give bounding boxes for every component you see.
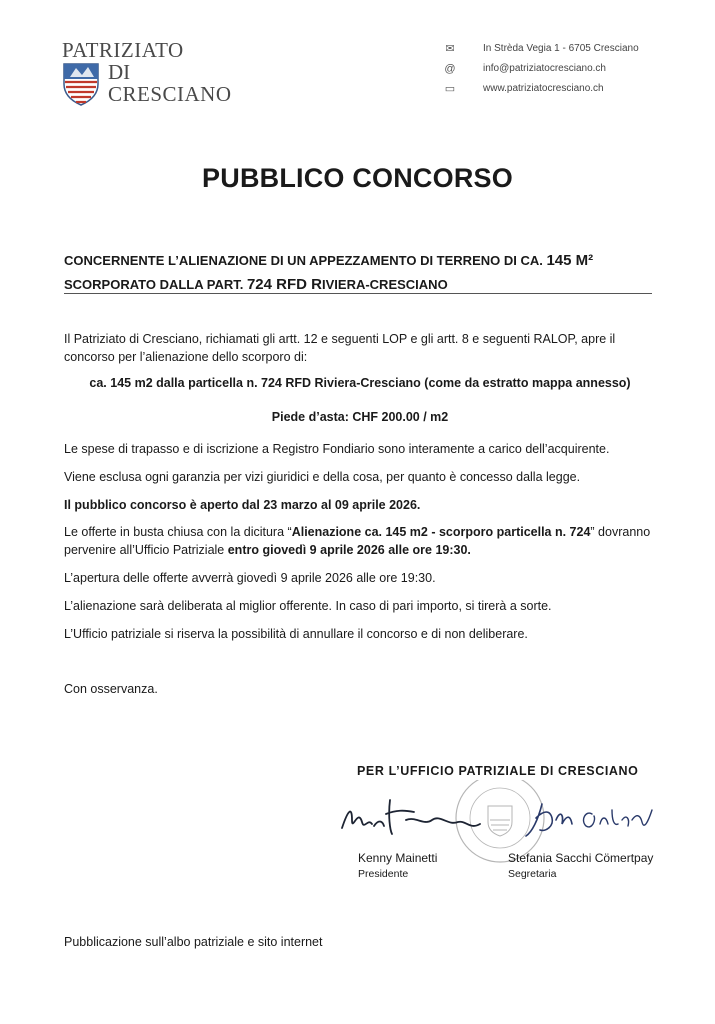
award-paragraph: L’alienazione sarà deliberata al miglior offerente. In caso di pari importo, si tirerà a sorte. (64, 599, 552, 613)
logo-text-line1: PATRIZIATO (62, 38, 184, 62)
signature-right-surname (584, 810, 652, 827)
publication-note: Pubblicazione sull’albo patriziale e sito internet (64, 935, 323, 949)
secretary-name: Stefania Sacchi Cömertpay (508, 851, 654, 865)
signature-left (342, 800, 480, 834)
subject-line2: SCORPORATO DALLA PART. 724 RFD RIVIERA-CRESCIANO (64, 276, 448, 293)
president-name: Kenny Mainetti (358, 851, 438, 865)
at-icon: @ (444, 63, 456, 75)
divider (64, 293, 652, 294)
envelope-icon: ✉ (445, 43, 455, 55)
warranty-paragraph: Viene esclusa ogni garanzia per vizi giuridici e della cosa, per quanto è concesso dalla legge. (64, 470, 581, 484)
logo-text-line2: DI (108, 60, 131, 84)
secretary-role: Segretaria (508, 868, 557, 880)
subject-line1: CONCERNENTE L’ALIENAZIONE DI UN APPEZZAMENTO DI TERRENO DI CA. 145 M² (64, 252, 594, 269)
intro-paragraph: Il Patriziato di Cresciano, richiamati gli artt. 12 e seguenti LOP e gli artt. 8 e seguenti RALOP, apre il concorso per l’alienazione dello scorporo di: (64, 332, 616, 364)
signer-president (358, 850, 437, 882)
closing-text: Con osservanza. (64, 682, 158, 696)
price-line: Piede d’asta: CHF 200.00 / m2 (271, 410, 449, 424)
coat-of-arms-icon (62, 62, 100, 106)
opening-paragraph: L’apertura delle offerte avverrà giovedì 9 aprile 2026 alle ore 19:30. (64, 571, 436, 585)
logo-text-line3: CRESCIANO (108, 82, 232, 106)
page-title: PUBBLICO CONCORSO (202, 163, 513, 193)
costs-paragraph: Le spese di trapasso e di iscrizione a Registro Fondiario sono interamente a carico dell’acquirente. (64, 442, 610, 456)
offers-paragraph: Le offerte in busta chiusa con la dicitura “Alienazione ca. 145 m2 - scorporo particella n. 724” dovranno pervenire all’Ufficio Patriziale entro giovedì 9 aprile 2026 alle ore 19:30. (64, 525, 651, 557)
president-role: Presidente (358, 868, 409, 880)
logo (62, 38, 262, 108)
website-text: www.patriziatocresciano.ch (483, 83, 604, 94)
period-paragraph: Il pubblico concorso è aperto dal 23 marzo al 09 aprile 2026. (64, 498, 421, 512)
parcel-line: ca. 145 m2 dalla particella n. 724 RFD Riviera-Cresciano (come da estratto mappa annesso) (89, 376, 631, 390)
subject-heading (64, 249, 654, 297)
signature-right (526, 804, 572, 836)
computer-icon: ▭ (444, 83, 456, 95)
reserve-paragraph: L’Ufficio patriziale si riserva la possibilità di annullare il concorso e di non deliberare. (64, 627, 528, 641)
email-text: info@patriziatocresciano.ch (483, 63, 606, 74)
signature-heading: PER L’UFFICIO PATRIZIALE DI CRESCIANO (357, 764, 639, 778)
signer-secretary (508, 850, 653, 882)
address-text: In Strèda Vegia 1 - 6705 Cresciano (483, 43, 639, 54)
